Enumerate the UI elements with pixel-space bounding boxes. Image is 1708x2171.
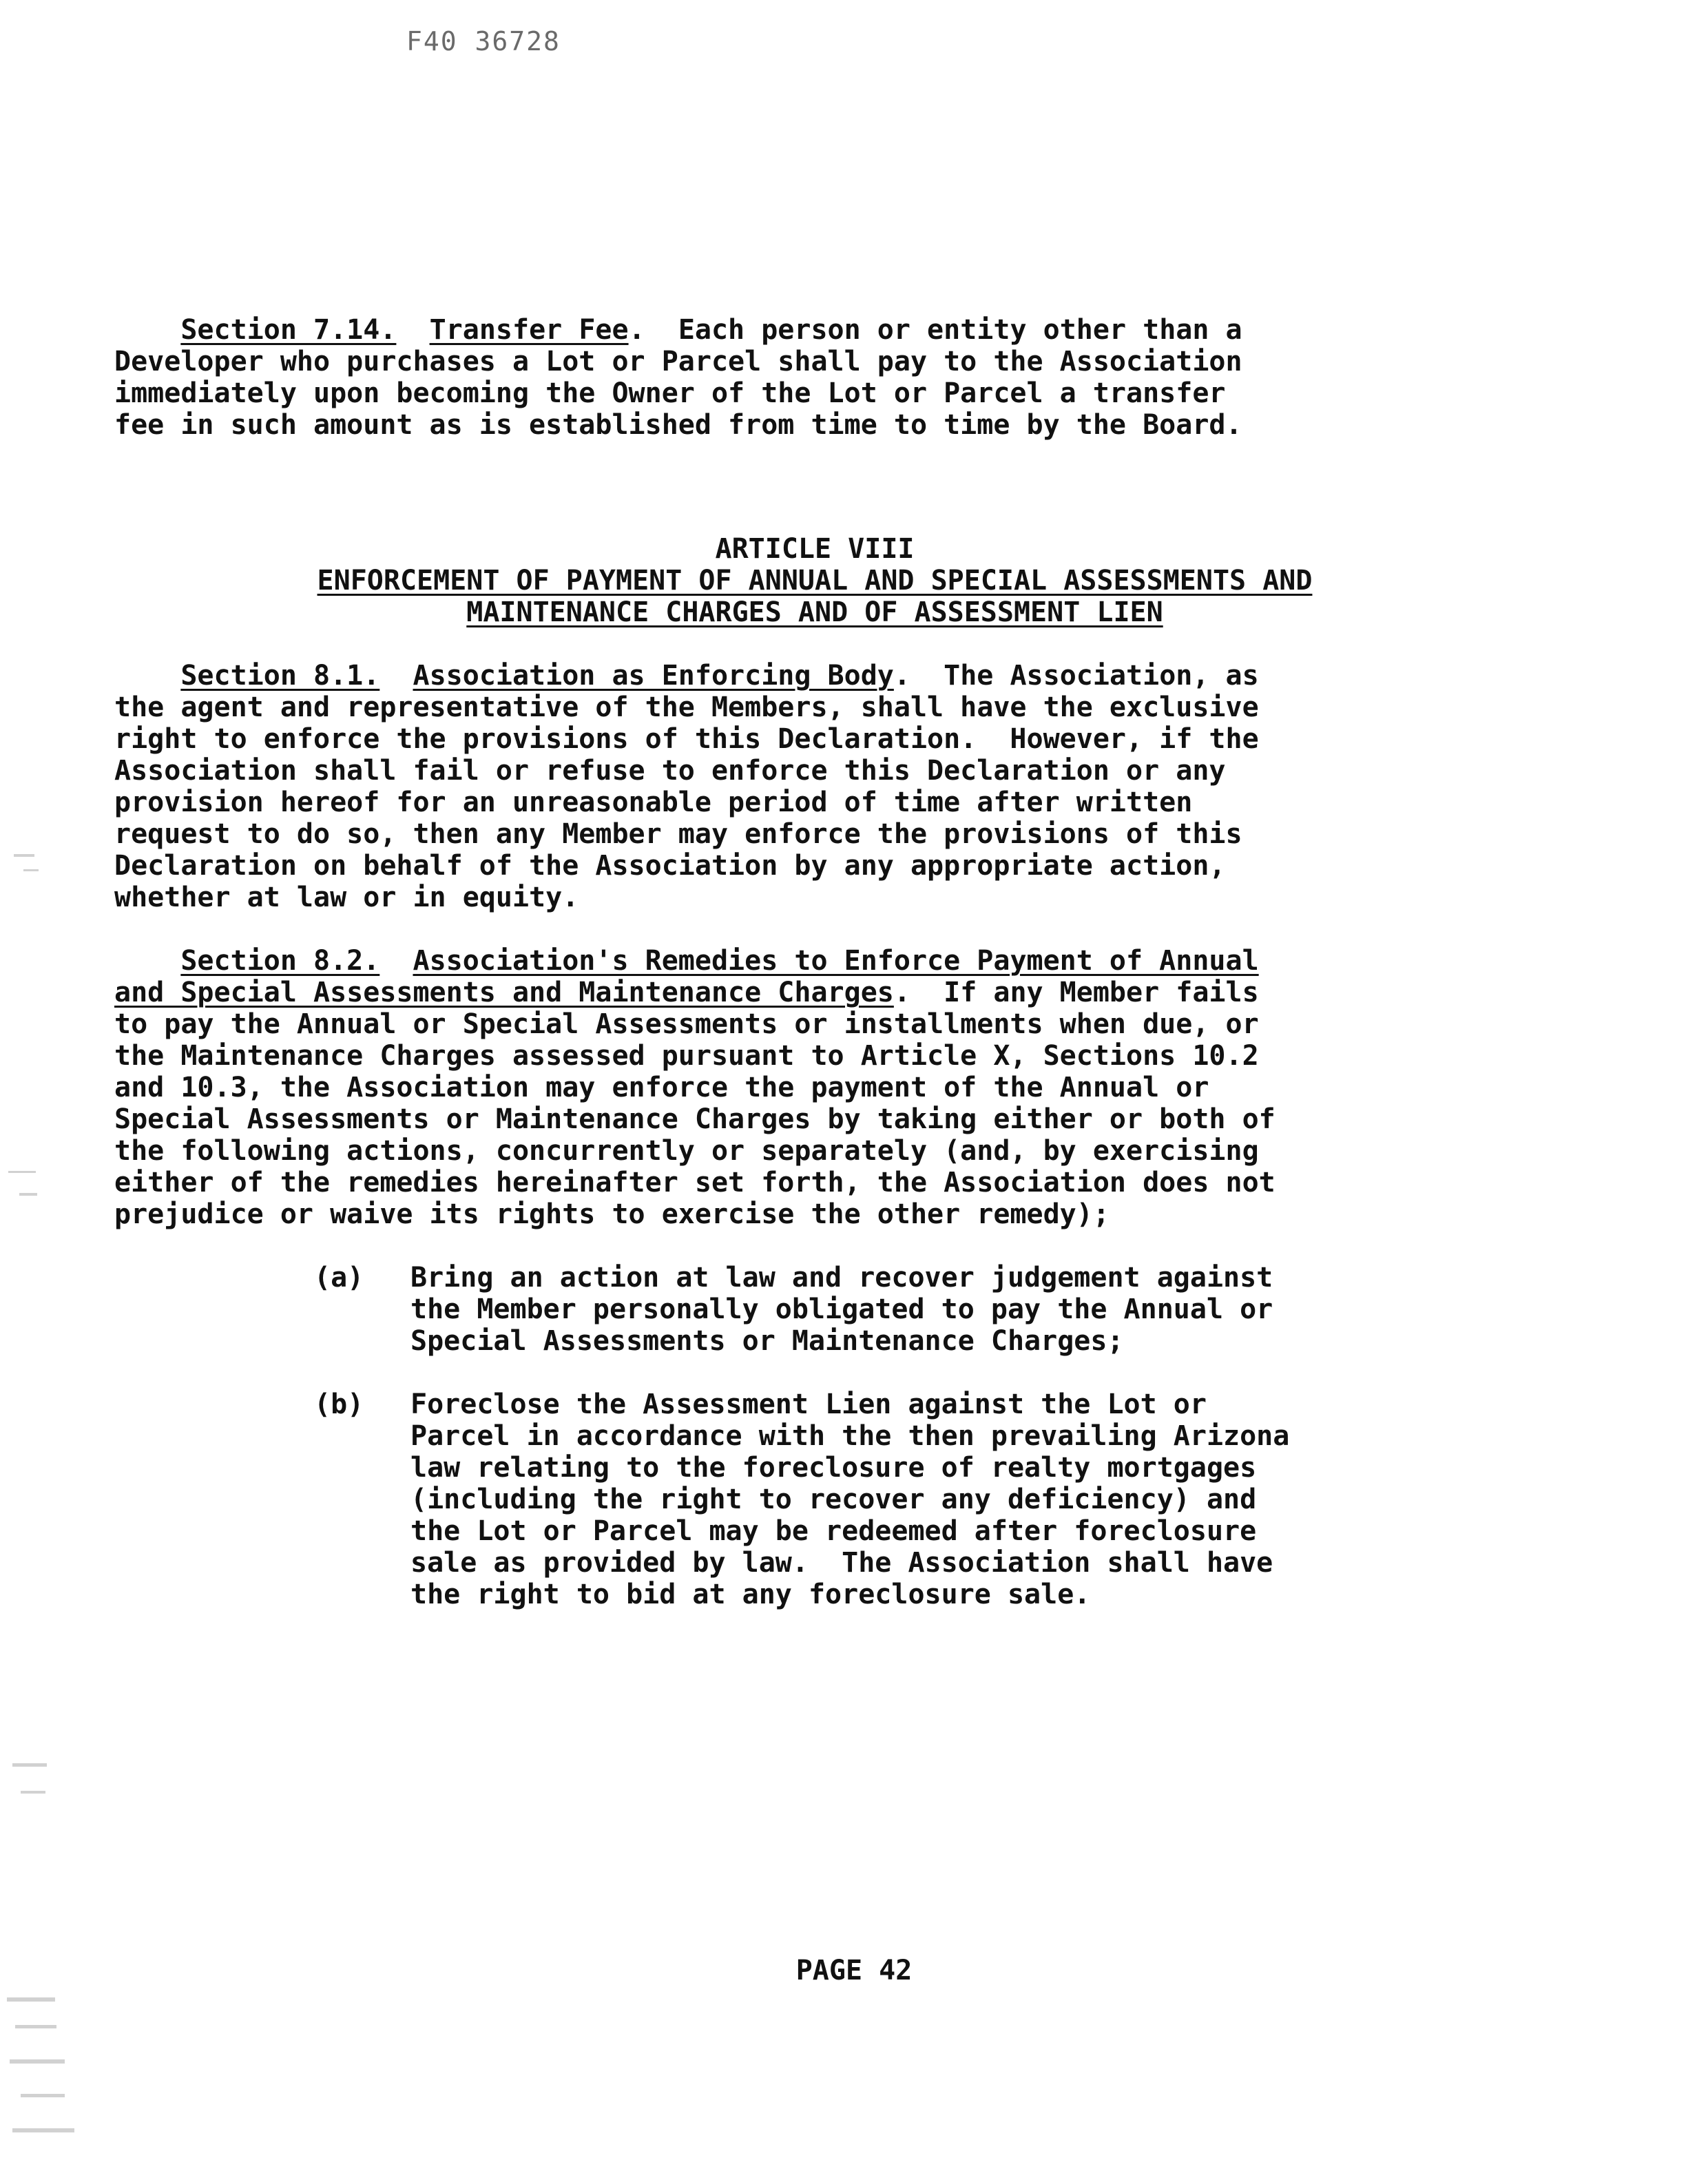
text-line: right to enforce the provisions of this Declaration. However, if the xyxy=(114,723,1259,755)
section-title: Transfer Fee xyxy=(429,314,629,346)
text-line: Each person or entity other than a xyxy=(678,314,1242,346)
text-line: the right to bid at any foreclosure sale. xyxy=(410,1579,1091,1610)
page-number: PAGE 42 xyxy=(795,1955,913,1986)
text-line: the Lot or Parcel may be redeemed after foreclosure xyxy=(410,1515,1257,1547)
text-line: If any Member fails xyxy=(944,977,1259,1008)
text-line: immediately upon becoming the Owner of the Lot or Parcel a transfer xyxy=(114,377,1226,409)
text-line: to pay the Annual or Special Assessments or installments when due, or xyxy=(114,1008,1259,1040)
text-line: Special Assessments or Maintenance Charges; xyxy=(410,1325,1124,1357)
section-number: Section 7.14. xyxy=(180,314,397,346)
text-line: Declaration on behalf of the Association by any appropriate action, xyxy=(114,850,1226,882)
text-line: Association shall fail or refuse to enforce this Declaration or any xyxy=(114,755,1226,787)
text-line: provision hereof for an unreasonable period of time after written xyxy=(114,787,1193,818)
section-title: Association as Enforcing Body xyxy=(413,660,894,692)
list-item-label: (a) xyxy=(314,1262,364,1294)
text-line: whether at law or in equity. xyxy=(114,882,579,913)
text-line: The Association, as xyxy=(944,660,1259,692)
section-title-part-2: and Special Assessments and Maintenance Charges xyxy=(114,977,894,1008)
text-line: and 10.3, the Association may enforce the payment of the Annual or xyxy=(114,1072,1209,1103)
article-heading: ARTICLE VIII xyxy=(715,533,915,565)
list-item-b xyxy=(314,1389,1485,1610)
list-item-a xyxy=(314,1262,1485,1357)
text-line: Parcel in accordance with the then prevailing Arizona xyxy=(410,1420,1290,1452)
text-line: (including the right to recover any deficiency) and xyxy=(410,1484,1257,1515)
text-line: law relating to the foreclosure of realty mortgages xyxy=(410,1452,1257,1484)
section-8-2: Section 8.2. Association's Remedies to Enforce Payment of Annual and Special Assessments and Maintenance Charges. If any Member fails to pay the Annual or Special Assessments or installments when due, or the Maintenance Charges assessed pursuant to Article X, Sections 10.2 and 10.3, the Association may enforce the payment of the Annual or Special Assessments or Maintenance Charges by taking either or both of the following actions, concurrently or separately (and, by exercising either of the remedies hereinafter set forth, the Association does not prejudice or waive its rights to exercise the other remedy); xyxy=(114,945,1275,1230)
text-line: Bring an action at law and recover judgement against xyxy=(410,1262,1273,1294)
text-line: fee in such amount as is established from time to time by the Board. xyxy=(114,409,1242,441)
section-title-part-1: Association's Remedies to Enforce Payment of Annual xyxy=(413,945,1259,977)
text-line: prejudice or waive its rights to exercise the other remedy); xyxy=(114,1198,1110,1230)
text-line: the following actions, concurrently or separately (and, by exercising xyxy=(114,1135,1259,1167)
section-number: Section 8.2. xyxy=(180,945,380,977)
section-7-14: Section 7.14. Transfer Fee. Each person or entity other than a Developer who purchases a Lot or Parcel shall pay to the Association immediately upon becoming the Owner of the Lot or Parcel a transfer fee in such amount as is established from time to time by the Board. xyxy=(114,314,1242,441)
list-item-text xyxy=(410,1389,1289,1610)
article-title-line-2: MAINTENANCE CHARGES AND OF ASSESSMENT LIEN xyxy=(466,596,1163,628)
article-title-line-1: ENFORCEMENT OF PAYMENT OF ANNUAL AND SPECIAL ASSESSMENTS AND xyxy=(317,565,1313,596)
text-line: either of the remedies hereinafter set forth, the Association does not xyxy=(114,1167,1275,1198)
text-line: the Maintenance Charges assessed pursuant to Article X, Sections 10.2 xyxy=(114,1040,1259,1072)
text-line: Developer who purchases a Lot or Parcel shall pay to the Association xyxy=(114,346,1242,377)
header-reference-number: F40 36728 xyxy=(406,26,561,56)
list-item-text xyxy=(410,1262,1273,1357)
text-line: sale as provided by law. The Association shall have xyxy=(410,1547,1273,1579)
scan-edge-noise xyxy=(0,0,83,2171)
section-number: Section 8.1. xyxy=(180,660,380,692)
text-line: request to do so, then any Member may enforce the provisions of this xyxy=(114,818,1242,850)
text-line: the Member personally obligated to pay the Annual or xyxy=(410,1294,1273,1325)
text-line: the agent and representative of the Members, shall have the exclusive xyxy=(114,692,1259,723)
text-line: Foreclose the Assessment Lien against the Lot or xyxy=(410,1389,1207,1420)
text-line: Special Assessments or Maintenance Charges by taking either or both of xyxy=(114,1103,1275,1135)
section-8-1: Section 8.1. Association as Enforcing Body. The Association, as the agent and representative of the Members, shall have the exclusive right to enforce the provisions of this Declaration. However, if the Association shall fail or refuse to enforce this Declaration or any provision hereof for an unreasonable period of time after written request to do so, then any Member may enforce the provisions of this Declaration on behalf of the Association by any appropriate action, whether at law or in equity. xyxy=(114,660,1259,913)
list-item-label: (b) xyxy=(314,1389,364,1420)
